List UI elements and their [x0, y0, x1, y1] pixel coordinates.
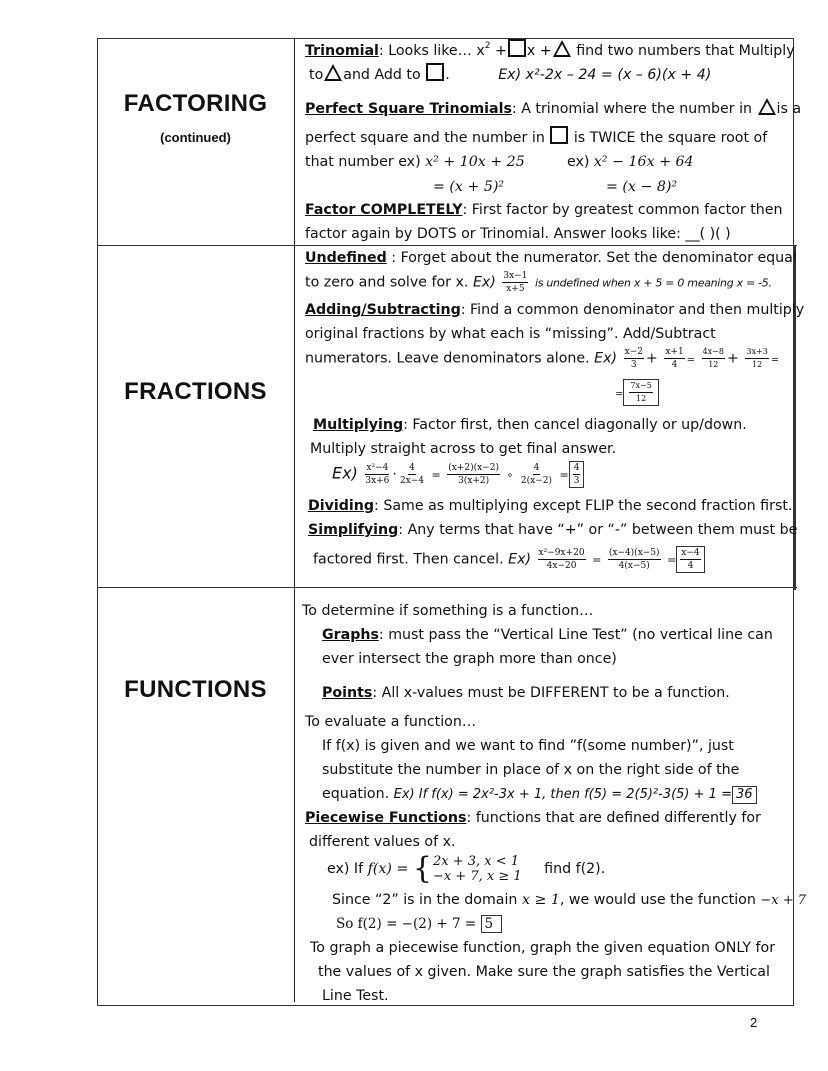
- multiplying-line-2: Multiply straight across to get final answer.: [310, 441, 617, 457]
- ex-label: Ex): [594, 350, 618, 367]
- undefined-heading: Undefined: [305, 250, 387, 266]
- numerator: 4: [409, 463, 415, 473]
- case-2: −x + 7, x ≥ 1: [432, 869, 522, 884]
- numerator: 7x−5: [629, 380, 652, 393]
- factor-completely-line-1: [305, 198, 783, 222]
- factoring-title: FACTORING: [123, 90, 268, 117]
- numerator: 4: [533, 463, 540, 473]
- text: factored first. Then cancel.: [313, 551, 509, 568]
- adding-line-3: [305, 346, 779, 373]
- text: x +: [526, 43, 552, 59]
- factoring-subtitle: (continued): [160, 130, 231, 145]
- trinomial-example: Ex) x²-2x – 24 = (x – 6)(x + 4): [498, 67, 712, 83]
- denominator: 3: [573, 476, 580, 486]
- piecewise-since-line: [332, 888, 806, 913]
- case-1: 2x + 3, x < 1: [432, 854, 520, 869]
- function-expression: −x + 7: [760, 893, 807, 908]
- multiplying-heading: Multiplying: [313, 417, 404, 433]
- text: equation.: [322, 786, 394, 802]
- answer-box: 5: [481, 915, 503, 933]
- text: : Factor first, then cancel diagonally or up/down.: [403, 417, 747, 433]
- square-icon: [550, 126, 568, 144]
- numerator: 4x−8: [702, 346, 725, 359]
- text: : Looks like… x: [378, 43, 485, 59]
- fraction: [364, 462, 390, 487]
- perfect-square-line-3b: [567, 150, 694, 174]
- evaluate-line-3: [322, 782, 757, 807]
- perfect-square-line-3: [305, 150, 525, 174]
- section-label-fractions: [97, 378, 294, 406]
- text: is a: [776, 101, 802, 117]
- equals-sign: =: [431, 468, 441, 482]
- text: : must pass the “Vertical Line Test” (no vertical line can: [378, 627, 773, 643]
- dividing-heading: Dividing: [308, 498, 375, 514]
- text: find two numbers that Multiply: [571, 43, 795, 59]
- denominator: 2(x−2): [520, 476, 553, 486]
- perfect-square-line-2: [305, 126, 767, 150]
- text: : functions that are defined differently for: [466, 810, 761, 826]
- text: to: [309, 67, 324, 83]
- points-heading: Points: [322, 685, 373, 701]
- numerator: 4: [573, 463, 580, 473]
- fraction: [447, 462, 500, 487]
- page-number: 2: [750, 1015, 758, 1030]
- answer-box: [676, 546, 704, 573]
- fraction: [538, 547, 586, 572]
- square-icon: [508, 39, 526, 57]
- column-divider: [294, 38, 295, 1002]
- text: perfect square and the number in: [305, 130, 545, 146]
- dot-operator: ·: [392, 466, 397, 483]
- adding-line-1: [305, 298, 804, 322]
- piecewise-so-line: [336, 912, 502, 936]
- text: ex): [567, 154, 594, 170]
- plus-sign: +: [726, 350, 739, 367]
- denominator: 3: [630, 360, 637, 370]
- text: So f(2) = −(2) + 7 =: [336, 916, 477, 932]
- denominator: 4x−20: [546, 561, 577, 571]
- simplifying-line-2: [313, 546, 705, 573]
- plus-sign: +: [645, 350, 658, 367]
- graphs-heading: Graphs: [322, 627, 379, 643]
- circle-operator: ∘: [506, 468, 514, 482]
- text: to zero and solve for x.: [305, 274, 473, 291]
- text: ex) If: [327, 861, 368, 877]
- numerator: x²−4: [366, 463, 389, 473]
- row-divider-2: [97, 587, 797, 588]
- text: Since “2” is in the domain: [332, 892, 522, 908]
- text: +: [490, 43, 507, 59]
- text: find f(2).: [544, 861, 606, 877]
- numerator: x−4: [681, 548, 700, 558]
- denominator: 12: [752, 360, 763, 369]
- graphs-line-2: ever intersect the graph more than once): [322, 651, 617, 667]
- equals-sign: =: [615, 388, 624, 400]
- text: : First factor by greatest common factor then: [462, 202, 783, 218]
- numerator: (x+2)(x−2): [448, 463, 499, 473]
- piecewise-definition: [412, 851, 522, 886]
- fraction: [664, 346, 684, 371]
- text: numerators. Leave denominators alone.: [305, 350, 595, 367]
- perfect-square-example-2: x² − 16x + 64: [593, 154, 694, 170]
- dividing-line: [308, 494, 792, 518]
- evaluate-intro: To evaluate a function…: [305, 714, 477, 730]
- superscript-2: 2: [484, 41, 491, 51]
- fraction: [608, 547, 661, 572]
- fraction: [702, 346, 725, 371]
- text: is TWICE the square root of: [573, 130, 768, 146]
- fraction: [520, 462, 553, 487]
- domain: x ≥ 1: [521, 892, 560, 908]
- adding-answer-line: [615, 379, 659, 407]
- adding-heading: Adding/Subtracting: [305, 302, 461, 318]
- denominator: 12: [636, 394, 647, 403]
- ex-label: Ex): [472, 274, 496, 291]
- function-notation: f(x) =: [367, 861, 409, 877]
- undefined-line-2: [305, 270, 772, 296]
- fraction: [399, 462, 425, 487]
- multiplying-line-1: [313, 413, 747, 437]
- graph-piecewise-line-1: To graph a piecewise function, graph the given equation ONLY for: [310, 940, 776, 956]
- function-intro: To determine if something is a function…: [302, 603, 594, 619]
- triangle-icon: [758, 98, 776, 115]
- equals-sign: =: [559, 468, 569, 482]
- denominator: 2x−4: [399, 476, 425, 486]
- text: and Add to: [343, 67, 421, 83]
- fractions-title: FRACTIONS: [124, 378, 267, 405]
- simplifying-heading: Simplifying: [308, 522, 399, 538]
- undefined-fraction: [502, 270, 528, 295]
- denominator: 12: [708, 360, 719, 369]
- perfect-square-heading: Perfect Square Trinomials: [305, 101, 512, 117]
- evaluate-example: Ex) If f(x) = 2x²-3x + 1, then f(5) = 2(5)²-3(5) + 1 =: [393, 787, 732, 802]
- answer-box: [569, 461, 585, 488]
- numerator: 3x+3: [745, 346, 768, 359]
- evaluate-line-2: substitute the number in place of x on the right side of the: [322, 762, 740, 778]
- evaluate-line-1: If f(x) is given and we want to find ”f(some number)”, just: [322, 738, 734, 754]
- text: : Any terms that have “+” or “-” between them must be: [398, 522, 798, 538]
- equals-sign: =: [667, 553, 677, 567]
- answer-fraction: [680, 547, 700, 572]
- numerator: x+1: [665, 347, 684, 357]
- brace-icon: {: [412, 851, 432, 886]
- fraction: [624, 346, 644, 371]
- fraction: [745, 346, 768, 371]
- ex-label: Ex): [508, 551, 532, 568]
- trinomial-line-2: [309, 63, 711, 87]
- triangle-icon: [553, 40, 571, 57]
- answer-fraction: [573, 462, 581, 487]
- simplifying-line-1: [308, 518, 797, 542]
- adding-line-2: original fractions by what each is “missing”. Add/Subtract: [305, 326, 716, 342]
- denominator: x+5: [506, 284, 525, 294]
- points-line: [322, 681, 730, 705]
- factor-completely-heading: Factor COMPLETELY: [305, 202, 463, 218]
- text: : Same as multiplying except FLIP the second fraction first.: [374, 498, 793, 514]
- piecewise-heading: Piecewise Functions: [305, 810, 467, 826]
- graph-piecewise-line-2: the values of x given. Make sure the graph satisfies the Vertical: [318, 964, 770, 980]
- text: that number ex): [305, 154, 426, 170]
- factor-completely-line-2: factor again by DOTS or Trinomial. Answer looks like: __( )( ): [305, 226, 731, 242]
- answer-fraction: [629, 380, 652, 405]
- section-label-functions: [97, 676, 294, 704]
- piecewise-example: [327, 852, 605, 886]
- text: : A trinomial where the number in: [511, 101, 753, 117]
- equals-sign: =: [770, 354, 780, 366]
- piecewise-line-2: different values of x.: [309, 834, 456, 850]
- denominator: 4(x−5): [618, 561, 650, 571]
- denominator: 4: [671, 360, 678, 370]
- functions-title: FUNCTIONS: [124, 676, 267, 703]
- perfect-square-line-1: [305, 97, 801, 121]
- numerator: x²−9x+20: [538, 548, 585, 558]
- ex-label: Ex): [332, 463, 358, 483]
- perfect-square-result-2: = (x − 8)²: [606, 179, 678, 195]
- answer-box: 36: [732, 786, 757, 804]
- denominator: 3(x+2): [458, 476, 490, 486]
- text: : Find a common denominator and then multiply: [460, 302, 805, 318]
- perfect-square-result-1: = (x + 5)²: [433, 179, 505, 195]
- triangle-icon: [324, 64, 342, 81]
- multiplying-example: [332, 461, 584, 488]
- trinomial-line-1: [305, 39, 795, 63]
- perfect-square-example-1: x² + 10x + 25: [425, 154, 525, 170]
- numerator: (x−4)(x−5): [608, 548, 660, 558]
- graph-piecewise-line-3: Line Test.: [322, 988, 389, 1004]
- equals-sign: =: [686, 354, 696, 366]
- numerator: x−2: [624, 347, 643, 357]
- denominator: 3x+6: [365, 476, 390, 486]
- answer-box: [623, 379, 658, 406]
- text: : All x-values must be DIFFERENT to be a function.: [372, 685, 730, 701]
- undefined-explanation: is undefined when x + 5 = 0 meaning x = -5.: [534, 276, 772, 290]
- denominator: 4: [687, 561, 694, 571]
- equals-sign: =: [592, 553, 602, 567]
- cases: [433, 854, 522, 884]
- trinomial-heading: Trinomial: [305, 43, 379, 59]
- piecewise-line-1: [305, 806, 761, 830]
- text: , we would use the function: [559, 892, 761, 908]
- square-icon: [426, 63, 444, 81]
- text: : Forget about the numerator. Set the denominator equal: [386, 250, 797, 266]
- graphs-line-1: [322, 623, 773, 647]
- numerator: 3x−1: [503, 271, 528, 281]
- text: .: [445, 67, 450, 83]
- section-label-factoring: [97, 90, 294, 145]
- undefined-line-1: [305, 246, 797, 270]
